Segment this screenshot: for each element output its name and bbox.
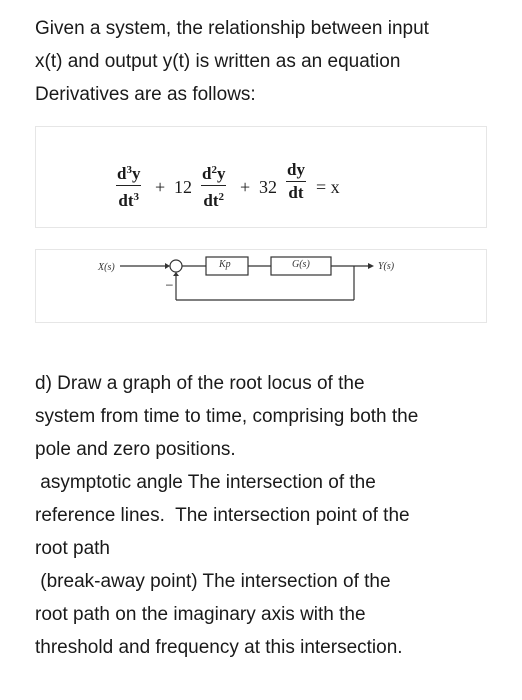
equation-rhs: = x	[316, 177, 340, 197]
second-derivative-fraction: $\frac{d^2y}{dt^2}$	[201, 160, 226, 211]
first-derivative-fraction: $\frac{dy}{dt}$	[287, 160, 305, 202]
gain-label: Kp	[219, 259, 231, 270]
question-line: root path	[35, 538, 110, 559]
question-line: root path on the imaginary axis with the	[35, 604, 366, 625]
intro-paragraph	[35, 12, 505, 111]
coefficient: 32	[259, 177, 277, 197]
question-line: system from time to time, comprising both the	[35, 406, 419, 427]
block-diagram-lines	[36, 250, 486, 322]
intro-line: x(t) and output y(t) is written as an equation	[35, 51, 401, 72]
coefficient: 12	[174, 177, 192, 197]
output-label: Y(s)	[378, 261, 395, 272]
feedback-minus-sign: –	[166, 277, 173, 291]
question-line: pole and zero positions.	[35, 439, 236, 460]
input-label: X(s)	[98, 262, 115, 273]
plus-sign: +	[155, 177, 166, 197]
question-line: threshold and frequency at this intersection.	[35, 637, 403, 658]
question-line: reference lines. The intersection point of the	[35, 505, 410, 526]
plus-sign: +	[240, 177, 251, 197]
intro-line: Given a system, the relationship between input	[35, 18, 429, 39]
differential-equation-figure	[35, 126, 487, 228]
third-derivative-fraction: $\frac{d^3y}{dt^3}$	[116, 160, 141, 211]
plant-label: G(s)	[292, 259, 310, 270]
block-diagram-figure	[35, 249, 487, 323]
question-line: d) Draw a graph of the root locus of the	[35, 373, 365, 394]
question-line: (break-away point) The intersection of the	[35, 571, 391, 592]
summing-junction	[170, 260, 182, 272]
question-paragraph	[35, 367, 505, 664]
question-line: asymptotic angle The intersection of the	[35, 472, 376, 493]
intro-line: Derivatives are as follows:	[35, 84, 256, 105]
